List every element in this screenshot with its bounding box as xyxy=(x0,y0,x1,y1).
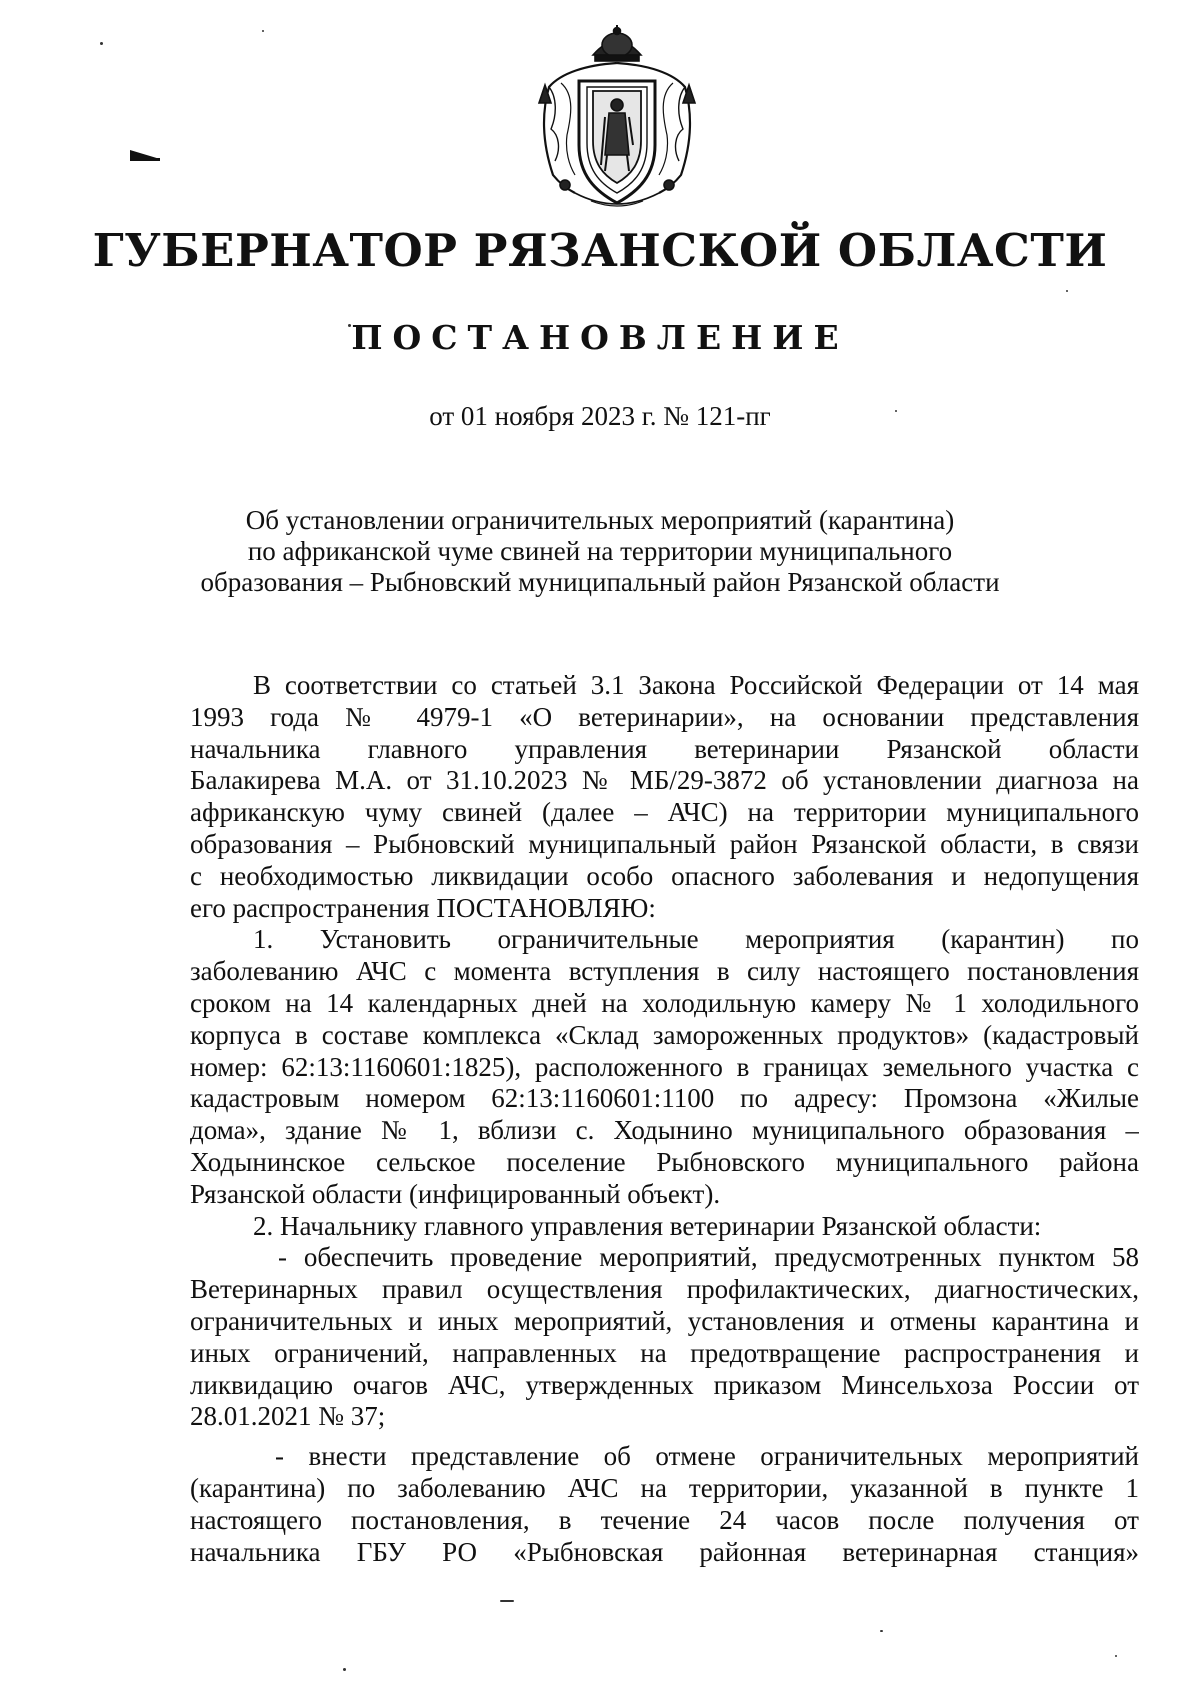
body-line: заболеванию АЧС с момента вступления в силу настоящего постановления xyxy=(190,956,1139,987)
body-line: - обеспечить проведение мероприятий, предусмотренных пунктом 58 xyxy=(278,1242,1139,1273)
document-date-number: от 01 ноября 2023 г. № 121-пг xyxy=(429,401,771,431)
scan-speck xyxy=(343,1668,346,1671)
body-line: Ветеринарных правил осуществления профилактических, диагностических, xyxy=(190,1274,1139,1305)
scan-corner-mark xyxy=(130,150,160,159)
body-line: корпуса в составе комплекса «Склад замороженных продуктов» (кадастровый xyxy=(190,1019,1139,1050)
scan-speck xyxy=(500,1600,514,1602)
body-line: (карантина) по заболеванию АЧС на территории, указанной в пункте 1 xyxy=(190,1472,1139,1503)
body-line: Балакирева М.А. от 31.10.2023 № МБ/29-3872 об установлении диагноза на xyxy=(190,765,1139,796)
body-line: ограничительных и иных мероприятий, установления и отмены карантина и xyxy=(190,1305,1139,1336)
body-line: 1993 года № 4979-1 «О ветеринарии», на основании представления xyxy=(190,701,1139,732)
scan-speck xyxy=(1115,1655,1117,1657)
document-type: ПОСТАНОВЛЕНИЕ xyxy=(351,318,849,357)
body-line: образования – Рыбновский муниципальный район Рязанской области, в связи xyxy=(190,828,1139,859)
body-line: В соответствии со статьей 3.1 Закона Российской Федерации от 14 мая xyxy=(253,670,1139,700)
body-line: его распространения ПОСТАНОВЛЯЮ: xyxy=(190,892,656,923)
scan-speck xyxy=(895,410,897,412)
body-line: иных ограничений, направленных на предотвращение распространения и xyxy=(190,1337,1139,1368)
body-line: Ходынинское сельское поселение Рыбновского муниципального района xyxy=(190,1146,1139,1177)
scan-speck xyxy=(262,30,264,32)
scan-speck xyxy=(100,42,103,45)
ryazan-coat-of-arms-emblem xyxy=(531,25,703,215)
scan-speck xyxy=(880,1630,883,1632)
body-line: номер: 62:13:1160601:1825), расположенного в границах земельного участка с xyxy=(190,1051,1139,1082)
body-line: 28.01.2021 № 37; xyxy=(190,1401,386,1432)
body-line: с необходимостью ликвидации особо опасного заболевания и недопущения xyxy=(190,860,1139,891)
scan-speck xyxy=(348,324,351,327)
scan-speck xyxy=(1066,290,1068,292)
body-line: 2. Начальнику главного управления ветеринарии Рязанской области: xyxy=(253,1210,1042,1241)
body-line: - внести представление об отмене ограничительных мероприятий xyxy=(275,1441,1139,1472)
governor-title: ГУБЕРНАТОР РЯЗАНСКОЙ ОБЛАСТИ xyxy=(92,224,1108,277)
body-line: 1. Установить ограничительные мероприятия (карантин) по xyxy=(253,924,1139,955)
body-line: настоящего постановления, в течение 24 часов после получения от xyxy=(190,1504,1139,1535)
subject-line: по африканской чуме свиней на территории муниципального xyxy=(247,536,953,566)
subject-line: Об установлении ограничительных мероприятий (карантина) xyxy=(245,505,955,535)
body-line: ликвидацию очагов АЧС, утвержденных приказом Минсельхоза России от xyxy=(190,1369,1139,1400)
body-line: африканскую чуму свиней (далее – АЧС) на территории муниципального xyxy=(190,797,1139,828)
body-line: кадастровым номером 62:13:1160601:1100 по адресу: Промзона «Жилые xyxy=(190,1083,1139,1114)
body-line: начальника главного управления ветеринарии Рязанской области xyxy=(190,733,1139,764)
body-line: Рязанской области (инфицированный объект). xyxy=(190,1178,721,1209)
document-body xyxy=(190,670,1139,1568)
body-line: дома», здание № 1, вблизи с. Ходынино муниципального образования – xyxy=(190,1115,1139,1146)
body-line: сроком на 14 календарных дней на холодильную камеру № 1 холодильного xyxy=(190,987,1139,1018)
document-subject xyxy=(0,505,1200,598)
subject-line: образования – Рыбновский муниципальный район Рязанской области xyxy=(200,567,1000,597)
body-line: начальника ГБУ РО «Рыбновская районная ветеринарная станция» xyxy=(190,1536,1139,1567)
